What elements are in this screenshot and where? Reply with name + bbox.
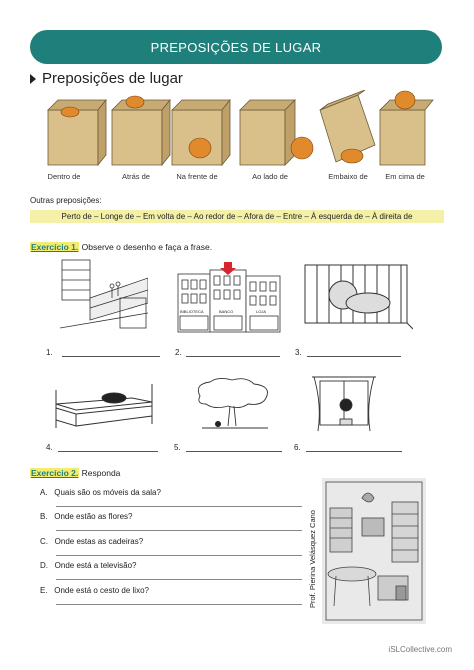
answer-number: 3.: [295, 348, 302, 357]
bed-image: [52, 380, 158, 432]
question-b: [40, 512, 133, 521]
answer-line-b[interactable]: [56, 530, 302, 531]
question-text: Onde estas as cadeiras?: [54, 537, 144, 546]
question-text: Quais são os móveis da sala?: [54, 488, 161, 497]
question-text: Onde estão as flores?: [54, 512, 133, 521]
answer-number: 1.: [46, 348, 53, 357]
answer-number: 2.: [175, 348, 182, 357]
buildings-image: [176, 262, 282, 334]
living-room-image: [322, 478, 426, 624]
exercise-1-instruction: Observe o desenho e faça a frase.: [81, 242, 213, 252]
answer-line-5[interactable]: [186, 451, 282, 452]
box-label: Dentro de: [47, 172, 81, 181]
other-prepositions-list: [30, 210, 444, 223]
answer-line-d[interactable]: [56, 579, 302, 580]
answer-line-a[interactable]: [56, 506, 302, 507]
window-image: [312, 375, 376, 433]
lion-cage-image: [303, 263, 413, 333]
answer-line-c[interactable]: [56, 555, 302, 556]
triangle-bullet-icon: [30, 74, 36, 84]
question-letter: E.: [40, 586, 48, 595]
question-d: [40, 561, 137, 570]
exercise-1-tag: Exercício 1.: [31, 242, 79, 252]
box-label: Embaixo de: [328, 172, 368, 181]
question-e: [40, 586, 149, 595]
exercise-2-tag: Exercício 2.: [31, 468, 79, 478]
box-label: Na frente de: [176, 172, 218, 181]
sign-library: BIBLIOTECA: [180, 309, 204, 314]
author-credit: Prof. Pierina Velásquez Cano: [308, 510, 317, 608]
footer-site: iSLCollective.com: [388, 645, 452, 654]
answer-line-6[interactable]: [306, 451, 402, 452]
bridge-street-image: [60, 258, 148, 336]
question-c: [40, 537, 143, 546]
question-letter: C.: [40, 537, 48, 546]
question-letter: D.: [40, 561, 48, 570]
question-letter: A.: [40, 488, 48, 497]
section-heading: [30, 70, 183, 87]
question-a: [40, 488, 161, 497]
box-label: Em cima de: [385, 172, 425, 181]
other-prepositions-text: Perto de – Longe de – Em volta de – Ao redor de – Afora de – Entre – À esquerda de – À direita de: [61, 212, 413, 221]
other-prepositions-label: Outras preposições:: [30, 196, 102, 205]
sign-store: LOJA: [256, 309, 267, 314]
box-label: Ao lado de: [252, 172, 288, 181]
answer-line-4[interactable]: [58, 451, 158, 452]
answer-line-3[interactable]: [307, 356, 401, 357]
answer-line-e[interactable]: [56, 604, 302, 605]
exercise-1-title: [30, 242, 212, 252]
question-text: Onde está a televisão?: [54, 561, 137, 570]
exercise-2-title: [30, 468, 120, 478]
exercise-2-instruction: Responda: [81, 468, 121, 478]
answer-number: 5.: [174, 443, 181, 452]
question-text: Onde está o cesto de lixo?: [54, 586, 149, 595]
question-letter: B.: [40, 512, 48, 521]
page-title: PREPOSIÇÕES DE LUGAR: [150, 39, 322, 55]
answer-line-1[interactable]: [62, 356, 160, 357]
answer-number: 6.: [294, 443, 301, 452]
answer-line-2[interactable]: [186, 356, 280, 357]
title-banner: [30, 30, 442, 64]
section-heading-text: Preposições de lugar: [42, 70, 183, 87]
box-label: Atrás de: [122, 172, 150, 181]
boxes-drawing: [40, 90, 435, 172]
sign-bank: BANCO: [219, 309, 234, 314]
prepositions-illustration: [40, 90, 435, 188]
answer-number: 4.: [46, 443, 53, 452]
tree-image: [192, 376, 274, 436]
